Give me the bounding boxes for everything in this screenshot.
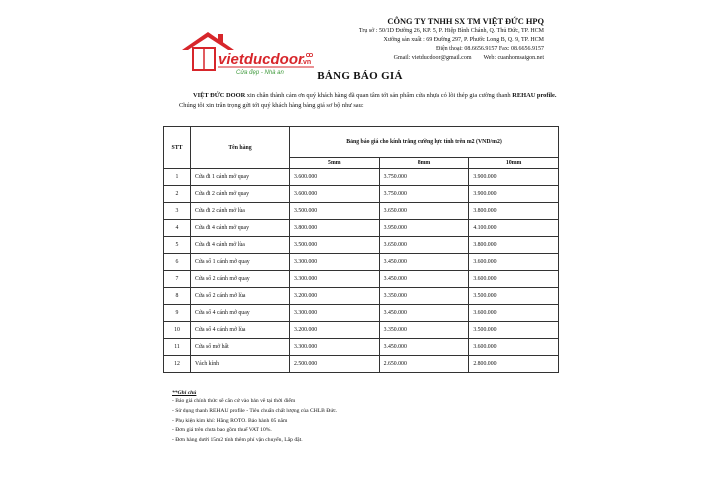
row-name: Cửa đi 2 cánh mở lùa: [191, 203, 290, 220]
row-name: Cửa sổ 2 cánh mở quay: [191, 271, 290, 288]
col-10mm-header: 10mm: [469, 158, 559, 169]
row-price-10mm: 3.600.000: [469, 305, 559, 322]
table-row: [164, 305, 559, 322]
row-price-8mm: 2.650.000: [379, 356, 469, 373]
row-price-8mm: 3.450.000: [379, 305, 469, 322]
company-office: Trụ sở : 50/1D Đường 26, KP. 5, P. Hiệp Bình Chánh, Q. Thủ Đức, TP. HCM: [358, 28, 544, 34]
table-row: [164, 271, 559, 288]
row-price-5mm: 3.500.000: [290, 237, 380, 254]
note-item: - Đơn hàng dưới 15m2 tính thêm phí vận chuyển, Lắp đặt.: [172, 437, 303, 444]
row-price-10mm: 3.600.000: [469, 339, 559, 356]
row-price-5mm: 3.600.000: [290, 169, 380, 186]
company-gmail: Gmail: vietducdoor@gmail.com: [393, 55, 472, 62]
table-row: [164, 254, 559, 271]
logo-tagline: Cửa đẹp - Nhà an: [236, 70, 284, 76]
row-price-5mm: 3.300.000: [290, 305, 380, 322]
note-item: - Đơn giá trên chưa bao gồm thuế VAT 10%.: [172, 427, 272, 434]
intro-brand: VIỆT ĐỨC DOOR: [193, 92, 246, 99]
row-price-5mm: 3.600.000: [290, 186, 380, 203]
company-web: Web: cuanhomsaigon.net: [483, 55, 544, 62]
row-stt: 9: [164, 305, 191, 322]
table-row: [164, 339, 559, 356]
table-row: [164, 169, 559, 186]
row-stt: 11: [164, 339, 191, 356]
row-price-8mm: 3.750.000: [379, 186, 469, 203]
row-stt: 4: [164, 220, 191, 237]
price-group-header: Bảng báo giá cho kính trắng cường lực tính trên m2 (VND/m2): [290, 127, 559, 158]
row-stt: 6: [164, 254, 191, 271]
brand-suffix: .vn: [301, 59, 312, 66]
row-price-10mm: 3.600.000: [469, 254, 559, 271]
intro-text-1: xin chân thành cảm ơn quý khách hàng đã quan tâm tới sản phẩm cửa nhựa có lõi thép gia cường thanh: [245, 92, 513, 99]
row-price-10mm: 4.100.000: [469, 220, 559, 237]
row-name: Vách kính: [191, 356, 290, 373]
col-8mm-header: 8mm: [379, 158, 469, 169]
note-item: - Báo giá chính thức sẽ căn cứ vào bản vẽ tại thời điểm: [172, 398, 296, 404]
table-row: [164, 203, 559, 220]
row-stt: 2: [164, 186, 191, 203]
row-name: Cửa đi 1 cánh mở quay: [191, 169, 290, 186]
row-price-5mm: 3.300.000: [290, 254, 380, 271]
notes-heading: **Ghi chú: [172, 390, 197, 396]
row-price-5mm: 3.500.000: [290, 203, 380, 220]
notes-section: [172, 390, 337, 446]
intro-product: REHAU profile.: [512, 92, 557, 99]
row-name: Cửa đi 4 cánh mở lùa: [191, 237, 290, 254]
row-price-8mm: 3.750.000: [379, 169, 469, 186]
row-price-10mm: 3.500.000: [469, 322, 559, 339]
col-5mm-header: 5mm: [290, 158, 380, 169]
row-price-5mm: 3.200.000: [290, 288, 380, 305]
document-title: BẢNG BÁO GIÁ: [317, 70, 403, 82]
row-stt: 12: [164, 356, 191, 373]
row-name: Cửa sổ 2 cánh mở lùa: [191, 288, 290, 305]
row-price-8mm: 3.450.000: [379, 254, 469, 271]
row-price-10mm: 3.600.000: [469, 271, 559, 288]
table-header-row: [164, 127, 559, 158]
row-name: Cửa sổ 4 cánh mở lùa: [191, 322, 290, 339]
row-price-5mm: 3.300.000: [290, 339, 380, 356]
company-phone-fax: Điện thoại: 08.6656.9157 Fax: 08.6656.9157: [436, 46, 544, 53]
row-price-10mm: 3.800.000: [469, 203, 559, 220]
note-item: - Phụ kiện kim khí: Hãng ROTO. Bảo hành 05 năm: [172, 417, 288, 424]
intro-paragraph: [179, 91, 559, 110]
row-price-10mm: 3.900.000: [469, 169, 559, 186]
row-price-8mm: 3.450.000: [379, 271, 469, 288]
company-contact-row: [284, 54, 544, 63]
row-name: Cửa đi 2 cánh mở quay: [191, 186, 290, 203]
row-stt: 3: [164, 203, 191, 220]
row-stt: 5: [164, 237, 191, 254]
row-stt: 7: [164, 271, 191, 288]
row-price-5mm: 2.500.000: [290, 356, 380, 373]
intro-text-2: Chúng tôi xin trân trọng gửi tới quý khách hàng bảng giá sơ bộ như sau:: [179, 101, 364, 109]
row-price-8mm: 3.350.000: [379, 322, 469, 339]
row-price-5mm: 3.800.000: [290, 220, 380, 237]
row-price-10mm: 2.800.000: [469, 356, 559, 373]
company-info: [284, 17, 544, 63]
stt-header: STT: [164, 127, 191, 169]
row-name: Cửa sổ mở hất: [191, 339, 290, 356]
row-price-5mm: 3.200.000: [290, 322, 380, 339]
table-row: [164, 237, 559, 254]
company-name: CÔNG TY TNHH SX TM VIỆT ĐỨC HPQ: [387, 17, 544, 26]
brand-text: vietducdoor: [218, 51, 304, 68]
price-table: [163, 126, 559, 373]
company-factory: Xưởng sản xuất : 69 Đường 297, P. Phước Long B, Q. 9, TP. HCM: [383, 37, 544, 44]
row-stt: 8: [164, 288, 191, 305]
row-price-10mm: 3.800.000: [469, 237, 559, 254]
row-name: Cửa sổ 4 cánh mở quay: [191, 305, 290, 322]
row-price-10mm: 3.900.000: [469, 186, 559, 203]
row-price-10mm: 3.500.000: [469, 288, 559, 305]
table-row: [164, 220, 559, 237]
table-row: [164, 288, 559, 305]
row-price-8mm: 3.450.000: [379, 339, 469, 356]
row-price-8mm: 3.650.000: [379, 237, 469, 254]
row-stt: 1: [164, 169, 191, 186]
row-price-8mm: 3.950.000: [379, 220, 469, 237]
row-name: Cửa sổ 1 cánh mở quay: [191, 254, 290, 271]
table-row: [164, 322, 559, 339]
price-table-body: [164, 169, 559, 373]
row-price-8mm: 3.650.000: [379, 203, 469, 220]
name-header: Tên hàng: [191, 127, 290, 169]
table-row: [164, 356, 559, 373]
note-item: - Sử dụng thanh REHAU profile - Tiêu chuẩn chất lượng của CHLB Đức.: [172, 407, 338, 414]
table-row: [164, 186, 559, 203]
row-price-5mm: 3.300.000: [290, 271, 380, 288]
row-price-8mm: 3.350.000: [379, 288, 469, 305]
row-name: Cửa đi 4 cánh mở quay: [191, 220, 290, 237]
row-stt: 10: [164, 322, 191, 339]
